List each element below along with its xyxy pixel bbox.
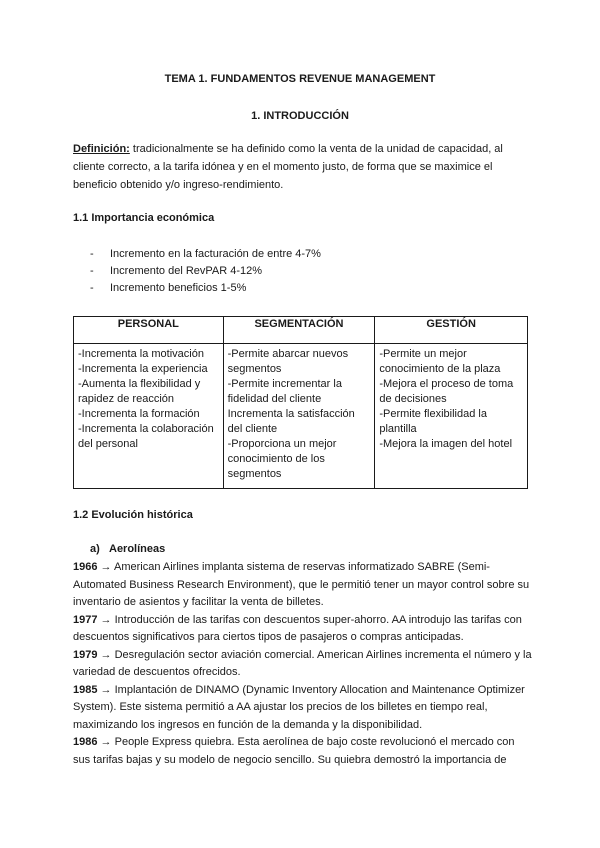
entry-text: Desregulación sector aviación comercial. American Airlines incrementa el número y la variedad de descuentos ofrecidos. <box>73 648 532 678</box>
column-header-segmentacion: SEGMENTACIÓN <box>223 317 375 344</box>
cell-line: -Proporciona un mejor conocimiento de los segmentos <box>227 438 337 480</box>
column-header-personal: PERSONAL <box>74 317 224 344</box>
history-entry <box>73 682 533 735</box>
history-entries <box>73 559 533 769</box>
section-title: 1. INTRODUCCIÓN <box>251 110 349 122</box>
list-item <box>73 246 321 263</box>
arrow-icon: → <box>100 648 112 661</box>
entry-text: People Express quiebra. Esta aerolínea de bajo coste revolucionó el mercado con sus tarifas bajas y su modelo de negocio sencillo. Su quiebra demostró la importancia de <box>73 736 515 766</box>
arrow-icon: → <box>100 613 112 626</box>
arrow-icon: → <box>100 561 112 573</box>
subsection-title: Aerolíneas <box>109 543 166 555</box>
history-entry <box>73 612 533 647</box>
entry-year: 1977 <box>73 613 98 626</box>
list-item-text: Incremento beneficios 1-5% <box>110 282 247 294</box>
definition-paragraph <box>73 140 533 194</box>
entry-text: Introducción de las tarifas con descuentos super-ahorro. AA introdujo las tarifas con descuentos significativos para ciertos tipos de pasajeros o compras anticipadas. <box>73 613 522 643</box>
cell-line: -Incrementa la experiencia <box>78 363 208 375</box>
history-entry <box>73 559 533 612</box>
cell-line: -Incrementa la motivación <box>78 348 204 360</box>
definition-label: Definición: <box>73 143 130 155</box>
list-item <box>73 280 321 297</box>
history-entry <box>73 647 533 682</box>
entry-text: American Airlines implanta sistema de reservas informatizado SABRE (Semi-Automated Business Research Environment), que le permitió tener un mayor control sobre su inventario de asientos y facilitar la venta de billetes. <box>73 561 530 608</box>
cell-line: -Aumenta la flexibilidad y rapidez de reacción <box>78 378 201 405</box>
cell-line: -Permite un mejor conocimiento de la plaza <box>379 348 501 375</box>
definition-text: tradicionalmente se ha definido como la venta de la unidad de capacidad, al cliente correcto, a la tarifa idónea y en el momento justo, de forma que se maximice el beneficio obtenido y/o ingreso-rendimiento. <box>73 143 503 191</box>
evolution-heading: 1.2 Evolución histórica <box>73 509 193 521</box>
subsection-label: a) <box>90 543 100 555</box>
bullet-dash: - <box>90 282 94 294</box>
cell-line: -Incrementa la formación <box>78 408 200 420</box>
bullet-dash: - <box>90 265 94 277</box>
table-cell-personal <box>74 344 224 489</box>
entry-year: 1985 <box>73 683 98 696</box>
table-cell-gestion <box>375 344 528 489</box>
entry-year: 1986 <box>73 736 98 748</box>
list-item-text: Incremento en la facturación de entre 4-7% <box>110 248 321 260</box>
importance-list <box>73 246 321 297</box>
benefits-table <box>73 316 528 489</box>
cell-line: -Incrementa la colaboración del personal <box>78 423 214 450</box>
table-row <box>74 344 528 489</box>
bullet-dash: - <box>90 248 94 260</box>
subsection-aerolineas <box>90 543 165 555</box>
list-item <box>73 263 321 280</box>
entry-year: 1966 <box>73 561 98 573</box>
cell-line: -Permite flexibilidad la plantilla <box>379 408 487 435</box>
cell-line: -Mejora la imagen del hotel <box>379 438 513 450</box>
entry-text: Implantación de DINAMO (Dynamic Inventory Allocation and Maintenance Optimizer System). Este sistema permitió a AA ajustar los precios de los billetes en tiempo real, maximizando los ingresos en función de la demanda y la disponibilidad. <box>73 683 525 731</box>
cell-line: Incrementa la satisfacción del cliente <box>227 408 355 435</box>
cell-line: -Permite abarcar nuevos segmentos <box>227 348 349 375</box>
arrow-icon: → <box>100 683 112 696</box>
list-item-text: Incremento del RevPAR 4-12% <box>110 265 263 277</box>
document-title: TEMA 1. FUNDAMENTOS REVENUE MANAGEMENT <box>164 73 436 85</box>
importance-heading: 1.1 Importancia económica <box>73 212 215 224</box>
history-entry <box>73 734 533 769</box>
cell-line: -Mejora el proceso de toma de decisiones <box>379 378 514 405</box>
column-header-gestion: GESTIÓN <box>375 317 528 344</box>
table-cell-segmentacion <box>223 344 375 489</box>
entry-year: 1979 <box>73 648 98 661</box>
arrow-icon: → <box>100 736 112 748</box>
table-header-row <box>74 317 528 344</box>
cell-line: -Permite incrementar la fidelidad del cliente <box>227 378 342 405</box>
